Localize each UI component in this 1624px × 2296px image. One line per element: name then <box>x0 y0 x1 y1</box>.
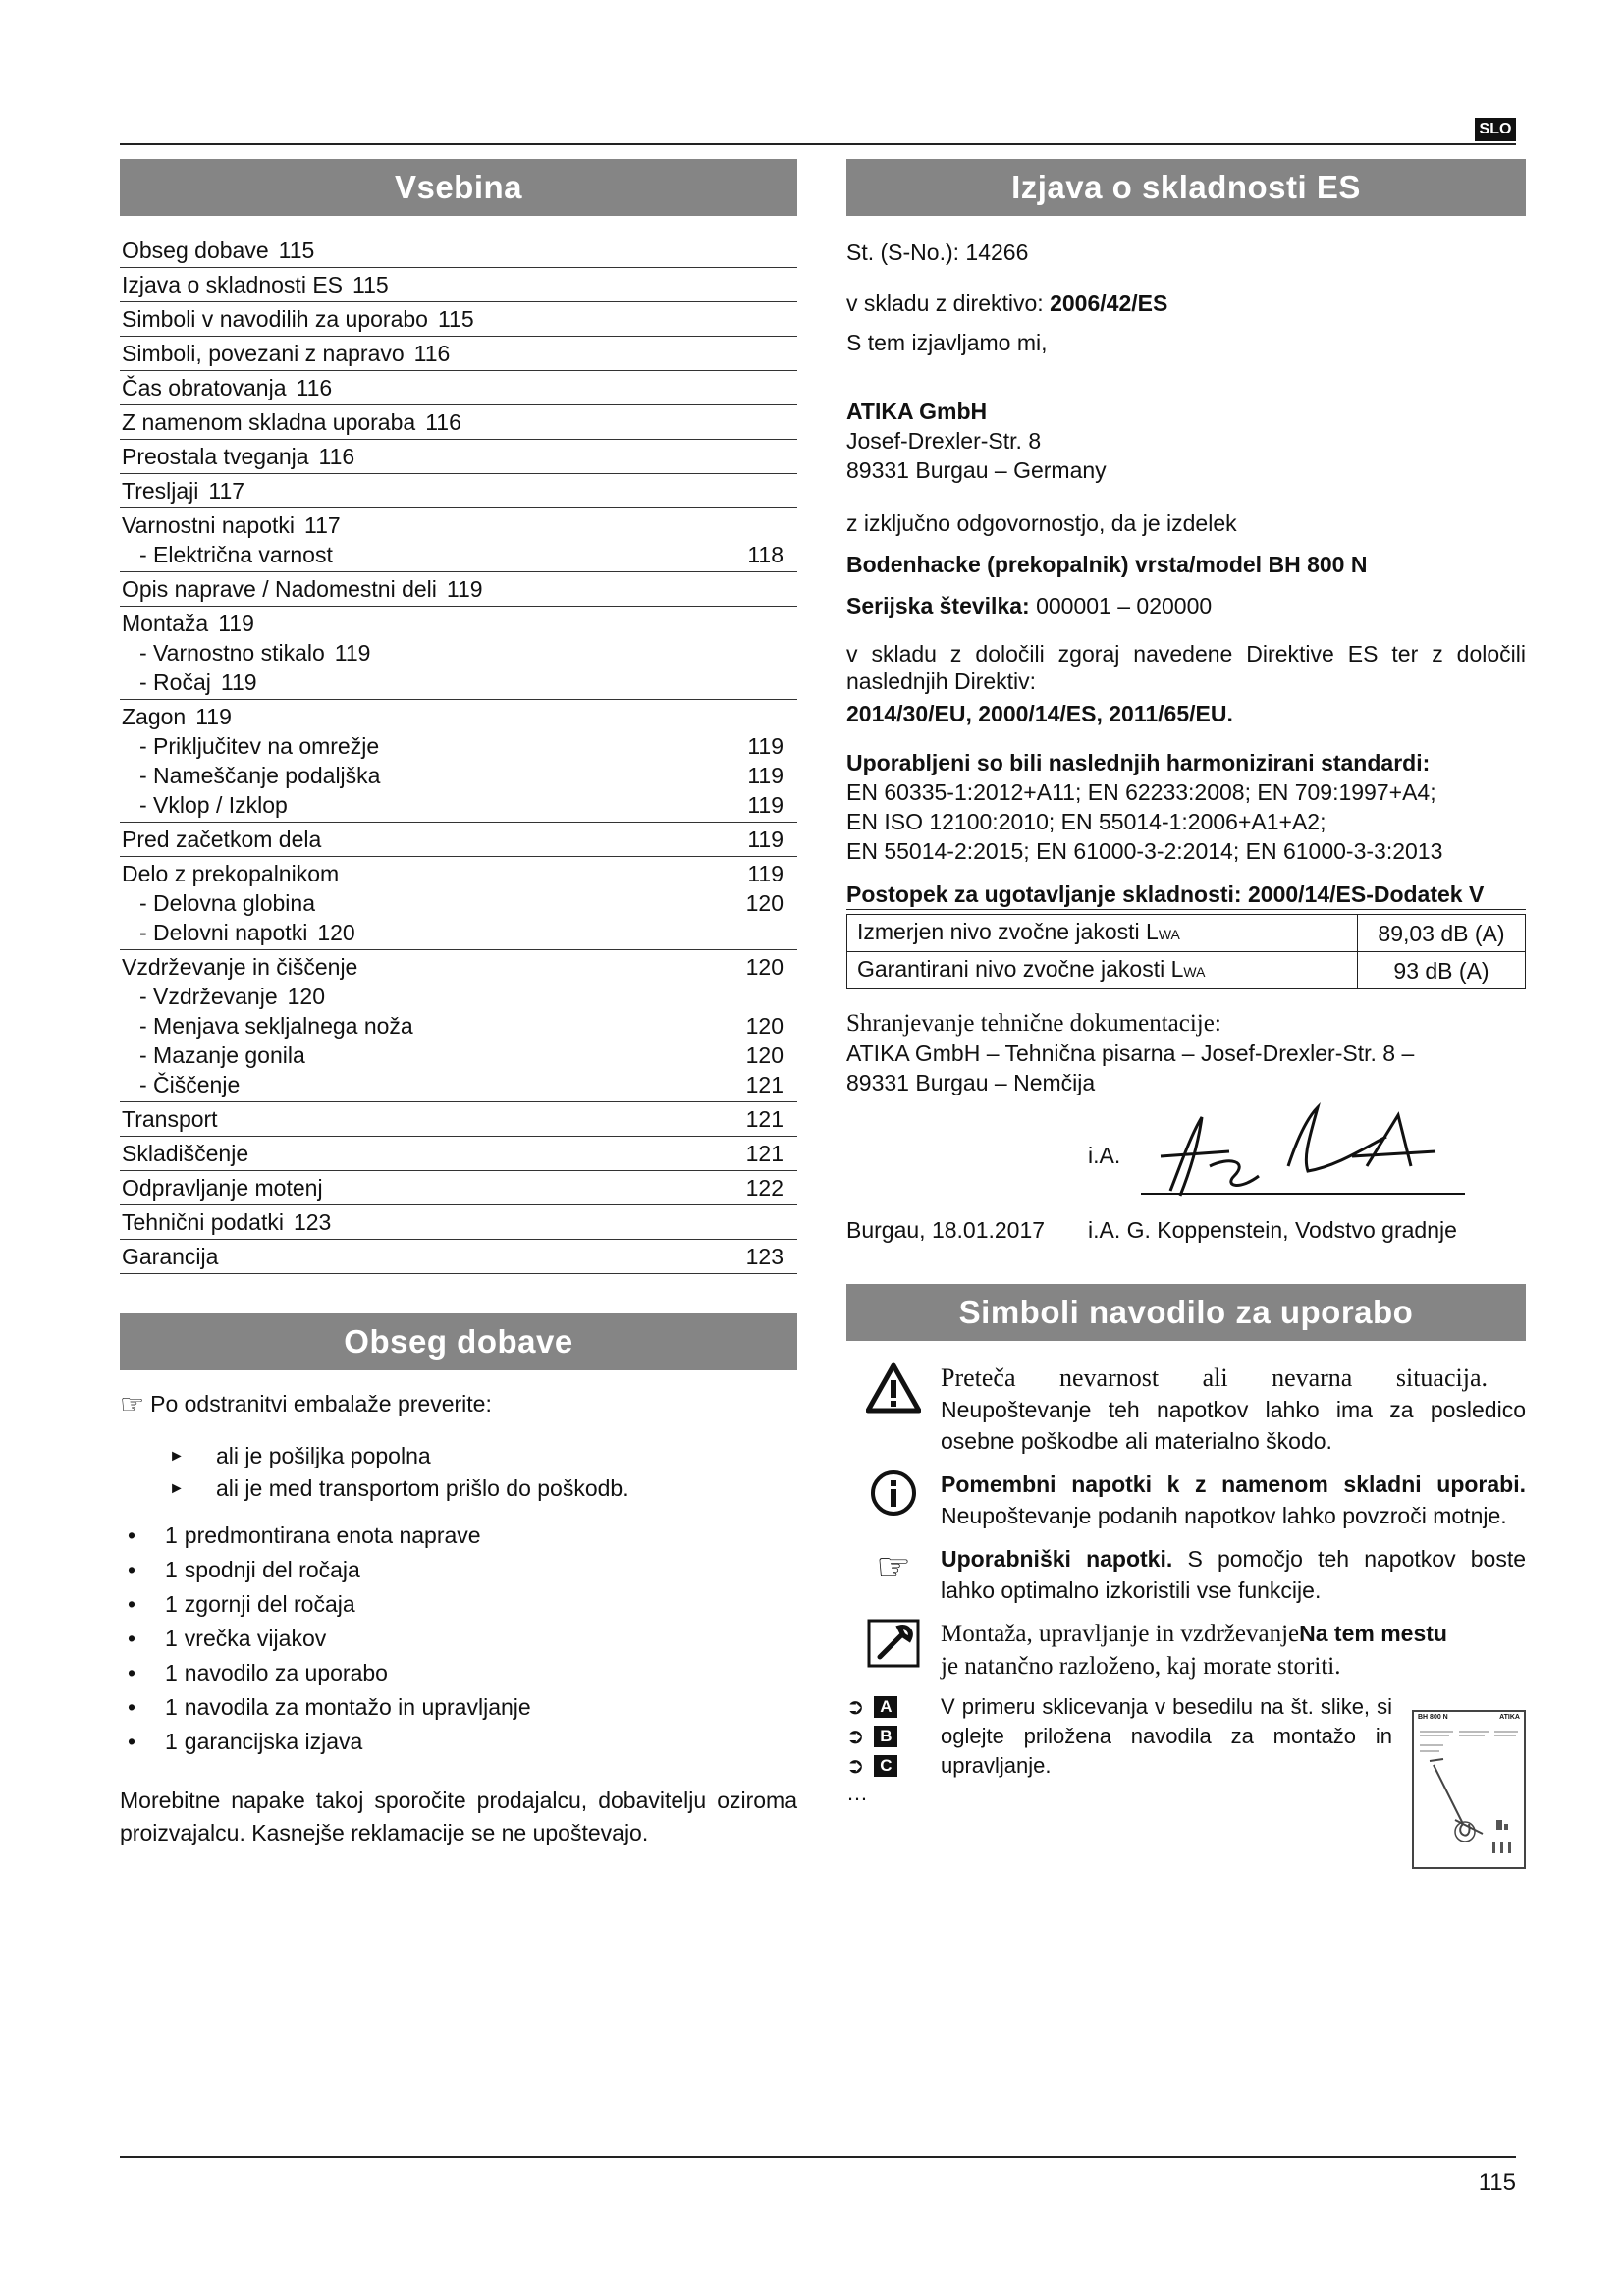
toc-page: 121 <box>745 1106 784 1132</box>
sound-label-cell <box>847 915 1358 952</box>
toc-sub-label: - Delovna globina <box>139 890 316 916</box>
standards-line: EN 55014-2:2015; EN 61000-3-2:2014; EN 61000-3-3:2013 <box>846 838 1443 864</box>
montage-text: je natančno razloženo, kaj morate storiti. <box>941 1653 1341 1680</box>
toc-entry[interactable] <box>120 1205 797 1240</box>
serial-range-value: 000001 – 020000 <box>1036 593 1213 618</box>
toc-label: Izjava o skladnosti ES <box>122 272 344 297</box>
item-quantity: 1 <box>165 1729 178 1754</box>
toc-sub-row[interactable] <box>122 1041 797 1070</box>
info-title: Pomembni napotki k z namenom skladni uporabi. <box>941 1471 1526 1497</box>
manual-thumbnail <box>1412 1710 1526 1869</box>
info-symbol-row <box>846 1468 1526 1531</box>
toc-sub-label: - Mazanje gonila <box>139 1042 305 1068</box>
toc-sub-label: - Varnostno stikalo <box>139 640 325 666</box>
toc-row <box>122 825 797 854</box>
toc-sub-label: - Ročaj <box>139 669 211 695</box>
toc-sub-page: 119 <box>220 669 257 695</box>
toc-sub-row[interactable] <box>122 1011 797 1041</box>
danger-description <box>941 1362 1526 1457</box>
place-date: Burgau, 18.01.2017 <box>846 1217 1046 1243</box>
toc-entry[interactable] <box>120 1240 797 1274</box>
montage-title: Montaža, upravljanje in vzdrževanje <box>941 1621 1300 1647</box>
pointing-hand-icon: ☞ <box>120 1389 145 1419</box>
toc-sub-page: 120 <box>745 890 784 916</box>
toc-sub-label: - Priključitev na omrežje <box>139 733 380 759</box>
bullet-icon: • <box>128 1522 136 1548</box>
storage-heading: Shranjevanje tehnične dokumentacije: <box>846 1010 1221 1037</box>
pointing-hand-icon: ☞ <box>876 1546 911 1589</box>
left-column <box>120 159 797 1849</box>
toc-label: Pred začetkom dela <box>122 827 322 852</box>
figure-key-row <box>846 1751 941 1781</box>
storage-line: 89331 Burgau – Nemčija <box>846 1070 1096 1095</box>
toc-sub-page: 119 <box>334 640 371 666</box>
arrow-bullet-icon: ► <box>169 1448 185 1465</box>
toc-page: 116 <box>413 341 451 366</box>
sound-label: Izmerjen nivo zvočne jakosti L <box>857 919 1159 944</box>
list-item <box>120 1690 797 1725</box>
figure-key-badge: B <box>874 1726 897 1747</box>
company-street: Josef-Drexler-Str. 8 <box>846 428 1042 454</box>
arrow-right-icon: ➲ <box>846 1694 865 1719</box>
bullet-icon: • <box>128 1694 136 1720</box>
toc-row <box>122 1104 797 1134</box>
item-text: spodnji del ročaja <box>184 1557 360 1582</box>
scope-heading: Obseg dobave <box>120 1313 797 1370</box>
toc-sub-page: 119 <box>747 792 784 818</box>
toc-entry[interactable] <box>120 1137 797 1171</box>
thumbnail-model: BH 800 N <box>1418 1714 1448 1721</box>
toc-page: 122 <box>745 1175 784 1201</box>
toc-page: 115 <box>352 272 389 297</box>
toc-page: 123 <box>745 1244 784 1269</box>
toc-sub-page: 119 <box>747 763 784 788</box>
directive-value: 2006/42/ES <box>1050 291 1168 316</box>
language-badge: SLO <box>1475 118 1516 141</box>
toc-page: 116 <box>296 375 333 400</box>
toc-page: 119 <box>195 704 232 729</box>
toc-sub-row[interactable] <box>122 888 797 918</box>
toc-entry[interactable] <box>120 234 797 268</box>
item-text: navodilo za uporabo <box>184 1660 388 1685</box>
toc-sub-label: - Menjava sekljalnega noža <box>139 1013 413 1039</box>
toc-row <box>122 476 797 506</box>
scope-note: Morebitne napake takoj sporočite prodajalcu, dobavitelju oziroma proizvajalcu. Kasnejše reklamacije se ne upoštevajo. <box>120 1788 797 1845</box>
right-column <box>846 159 1526 1869</box>
toc-row <box>122 1207 797 1237</box>
toc-label: Vzdrževanje in čiščenje <box>122 954 358 980</box>
toc-row <box>122 510 797 540</box>
sound-value: 89,03 dB (A) <box>1358 915 1526 952</box>
toc-entry[interactable] <box>120 1171 797 1205</box>
toc-row <box>122 304 797 334</box>
toc-sub-page: 120 <box>745 1013 784 1039</box>
item-quantity: 1 <box>165 1591 178 1617</box>
figure-reference-row <box>846 1692 1526 1869</box>
item-text: predmontirana enota naprave <box>184 1522 481 1548</box>
toc-sub-row[interactable] <box>122 790 797 820</box>
toc-entry[interactable] <box>120 302 797 337</box>
arrow-bullet-icon: ► <box>169 1480 185 1497</box>
bullet-icon: • <box>128 1557 136 1582</box>
serial-number-label: St. (S-No.): <box>846 240 960 265</box>
toc-row <box>122 373 797 402</box>
toc-entry[interactable] <box>120 950 797 1102</box>
standards-line: EN ISO 12100:2010; EN 55014-1:2006+A1+A2; <box>846 809 1326 834</box>
toc-sub-label: - Vzdrževanje <box>139 984 278 1009</box>
toc-label: Garancija <box>122 1244 219 1269</box>
toc-entry[interactable] <box>120 700 797 823</box>
toc-label: Transport <box>122 1106 218 1132</box>
item-text: navodila za montažo in upravljanje <box>184 1694 531 1720</box>
figure-key-badge: C <box>874 1755 897 1777</box>
toc-page: 117 <box>208 478 245 504</box>
info-circle-icon <box>846 1468 941 1531</box>
info-description <box>941 1468 1526 1531</box>
toc-sub-label: - Delovni napotki <box>139 920 308 945</box>
toc-heading: Vsebina <box>120 159 797 216</box>
toc-sub-row[interactable] <box>122 540 797 569</box>
toc-label: Obseg dobave <box>122 238 269 263</box>
toc-label: Skladiščenje <box>122 1141 249 1166</box>
toc-label: Montaža <box>122 611 209 636</box>
sound-label: Garantirani nivo zvočne jakosti L <box>857 956 1184 982</box>
toc-entry[interactable] <box>120 268 797 302</box>
toc-page: 115 <box>278 238 315 263</box>
signature-block <box>846 1097 1526 1215</box>
toc-row <box>122 952 797 982</box>
toc-entry[interactable] <box>120 607 797 700</box>
signatory: i.A. G. Koppenstein, Vodstvo gradnje <box>1088 1217 1457 1243</box>
company-name: ATIKA GmbH <box>846 399 988 424</box>
toc-entry[interactable] <box>120 337 797 371</box>
item-text: zgornji del ročaja <box>184 1591 355 1617</box>
toc-label: Odpravljanje motenj <box>122 1175 323 1201</box>
ellipsis: … <box>846 1781 868 1805</box>
toc-label: Z namenom skladna uporaba <box>122 409 416 435</box>
toc-sub-label: - Vklop / Izklop <box>139 792 288 818</box>
toc-page: 117 <box>304 512 341 538</box>
toc-row <box>122 236 797 265</box>
sound-label-sub: WA <box>1183 964 1206 980</box>
toc-entry[interactable] <box>120 572 797 607</box>
toc-sub-row[interactable] <box>122 918 797 947</box>
toc-row <box>122 270 797 299</box>
toc-sub-row[interactable] <box>122 1070 797 1099</box>
toc-row <box>122 1139 797 1168</box>
toc-row <box>122 609 797 638</box>
figure-reference-text: V primeru sklicevanja v besedilu na št. slike, si oglejte priložena navodila za montažo in upravljanje. <box>941 1694 1392 1778</box>
table-of-contents <box>120 234 797 1274</box>
toc-label: Simboli v navodilih za uporabo <box>122 306 428 332</box>
montage-bold: Na tem mestu <box>1299 1621 1447 1646</box>
arrow-right-icon: ➲ <box>846 1753 865 1778</box>
item-quantity: 1 <box>165 1522 178 1548</box>
sound-value: 93 dB (A) <box>1358 952 1526 989</box>
toc-entry[interactable] <box>120 405 797 440</box>
check-text: ali je pošiljka popolna <box>216 1443 431 1468</box>
item-quantity: 1 <box>165 1626 178 1651</box>
montage-symbol-row <box>846 1618 1526 1682</box>
storage-line: ATIKA GmbH – Tehnična pisarna – Josef-Drexler-Str. 8 – <box>846 1041 1415 1066</box>
sound-label-sub: WA <box>1158 927 1180 942</box>
bullet-icon: • <box>128 1660 136 1685</box>
standards-line: EN 60335-1:2012+A11; EN 62233:2008; EN 709:1997+A4; <box>846 779 1436 805</box>
toc-page: 120 <box>745 954 784 980</box>
ia-label: i.A. <box>1088 1143 1121 1168</box>
table-row <box>847 952 1526 989</box>
figure-key-badge: A <box>874 1696 897 1718</box>
list-item <box>120 1587 797 1622</box>
bullet-icon: • <box>128 1626 136 1651</box>
toc-sub-page: 118 <box>747 542 784 567</box>
item-quantity: 1 <box>165 1694 178 1720</box>
directive-line <box>846 289 1526 318</box>
toc-entry[interactable] <box>120 440 797 474</box>
list-item <box>120 1553 797 1587</box>
check-text: ali je med transportom prišlo do poškodb. <box>216 1475 629 1501</box>
check-list <box>169 1440 797 1505</box>
toc-entry[interactable] <box>120 823 797 857</box>
toc-row <box>122 442 797 471</box>
directive-label: v skladu z direktivo: <box>846 291 1044 316</box>
toc-sub-row[interactable] <box>122 761 797 790</box>
responsibility-text: z izključno odgovornostjo, da je izdelek <box>846 510 1237 536</box>
toc-label: Delo z prekopalnikom <box>122 861 340 886</box>
thumbnail-drawing <box>1414 1726 1524 1863</box>
toc-row <box>122 1242 797 1271</box>
toc-row <box>122 702 797 731</box>
toc-entry[interactable] <box>120 371 797 405</box>
scope-lead-text: Po odstranitvi embalaže preverite: <box>150 1391 492 1416</box>
toc-label: Tresljaji <box>122 478 199 504</box>
danger-title: Preteča nevarnost ali nevarna situacija. <box>941 1363 1488 1392</box>
toc-label: Tehnični podatki <box>122 1209 284 1235</box>
declaration-intro: S tem izjavljamo mi, <box>846 330 1048 355</box>
directives-list: 2014/30/EU, 2000/14/ES, 2011/65/EU. <box>846 701 1233 726</box>
toc-sub-row[interactable] <box>122 982 797 1011</box>
item-quantity: 1 <box>165 1660 178 1685</box>
arrow-right-icon: ➲ <box>846 1724 865 1748</box>
toc-entry[interactable] <box>120 508 797 572</box>
toc-sub-page: 120 <box>745 1042 784 1068</box>
delivery-items-list <box>120 1519 797 1759</box>
toc-label: Opis naprave / Nadomestni deli <box>122 576 437 602</box>
procedure-heading: Postopek za ugotavljanje skladnosti: 2000/14/ES-Dodatek V <box>846 880 1526 910</box>
toc-row <box>122 859 797 888</box>
toc-page: 119 <box>747 827 784 852</box>
user-hint-text: S pomočjo teh napotkov boste lahko optimalno izkoristili vse funkcije. <box>941 1546 1527 1603</box>
toc-page: 119 <box>747 861 784 886</box>
toc-entry[interactable] <box>120 1102 797 1137</box>
product-name: Bodenhacke (prekopalnik) vrsta/model BH 800 N <box>846 552 1368 577</box>
list-item <box>169 1440 797 1472</box>
item-text: vrečka vijakov <box>184 1626 327 1651</box>
list-item <box>120 1622 797 1656</box>
user-hint-title: Uporabniški napotki. <box>941 1546 1173 1572</box>
toc-sub-row[interactable] <box>122 638 797 667</box>
figure-key-row <box>846 1692 941 1722</box>
toc-sub-page: 119 <box>747 733 784 759</box>
item-quantity: 1 <box>165 1557 178 1582</box>
sound-level-table <box>846 914 1526 989</box>
figure-keys <box>846 1692 941 1869</box>
list-item <box>120 1656 797 1690</box>
info-text: Neupoštevanje podanih napotkov lahko povzroči motnje. <box>941 1503 1507 1528</box>
toc-sub-label: - Električna varnost <box>139 542 333 567</box>
toc-page: 115 <box>437 306 474 332</box>
montage-description <box>941 1618 1526 1682</box>
toc-label: Varnostni napotki <box>122 512 296 538</box>
signature-image <box>1141 1097 1475 1205</box>
table-row <box>847 915 1526 952</box>
toc-sub-row[interactable] <box>122 731 797 761</box>
serial-range-line <box>846 591 1526 620</box>
toc-label: Čas obratovanja <box>122 375 287 400</box>
thumbnail-brand: ATIKA <box>1499 1714 1520 1721</box>
toc-sub-page: 121 <box>745 1072 784 1097</box>
signature-line <box>846 1215 1526 1245</box>
compliance-text: v skladu z določili zgoraj navedene Direktive ES ter z določili naslednjih Direktiv: <box>846 641 1526 694</box>
bullet-icon: • <box>128 1591 136 1617</box>
sound-label-cell <box>847 952 1358 989</box>
toc-page: 116 <box>318 444 355 469</box>
wrench-icon <box>846 1618 941 1682</box>
toc-page: 119 <box>218 611 254 636</box>
standards-heading: Uporabljeni so bili naslednjih harmonizirani standardi: <box>846 750 1431 775</box>
toc-entry[interactable] <box>120 857 797 950</box>
toc-row <box>122 339 797 368</box>
toc-label: Preostala tveganja <box>122 444 309 469</box>
item-text: garancijska izjava <box>184 1729 363 1754</box>
toc-sub-page: 120 <box>317 920 355 945</box>
figure-key-row <box>846 1722 941 1751</box>
toc-row <box>122 1173 797 1202</box>
toc-page: 119 <box>446 576 483 602</box>
company-city: 89331 Burgau – Germany <box>846 457 1107 483</box>
toc-label: Simboli, povezani z napravo <box>122 341 405 366</box>
user-hint-description <box>941 1543 1526 1606</box>
list-item <box>120 1725 797 1759</box>
toc-row <box>122 407 797 437</box>
toc-sub-row[interactable] <box>122 667 797 697</box>
bullet-icon: • <box>128 1729 136 1754</box>
toc-page: 123 <box>293 1209 332 1235</box>
serial-number-value: 14266 <box>965 240 1029 265</box>
warning-triangle-icon <box>846 1362 941 1457</box>
serial-range-label: Serijska številka: <box>846 593 1030 618</box>
list-item <box>120 1519 797 1553</box>
toc-entry[interactable] <box>120 474 797 508</box>
danger-text: Neupoštevanje teh napotkov lahko ima za posledico osebne poškodbe ali materialno škodo. <box>941 1397 1526 1454</box>
toc-page: 116 <box>425 409 461 435</box>
toc-sub-label: - Čiščenje <box>139 1072 241 1097</box>
serial-number-line <box>846 238 1526 267</box>
toc-sub-label: - Nameščanje podaljška <box>139 763 381 788</box>
bottom-rule <box>120 2156 1516 2158</box>
toc-sub-page: 120 <box>287 984 325 1009</box>
toc-page: 121 <box>745 1141 784 1166</box>
symbols-heading: Simboli navodilo za uporabo <box>846 1284 1526 1341</box>
toc-label: Zagon <box>122 704 187 729</box>
list-item <box>169 1472 797 1505</box>
page-number: 115 <box>1478 2169 1516 2196</box>
danger-symbol-row <box>846 1362 1526 1457</box>
declaration-heading: Izjava o skladnosti ES <box>846 159 1526 216</box>
toc-row <box>122 574 797 604</box>
scope-lead <box>120 1388 797 1420</box>
user-hint-row <box>846 1543 1526 1606</box>
top-rule <box>120 143 1516 145</box>
